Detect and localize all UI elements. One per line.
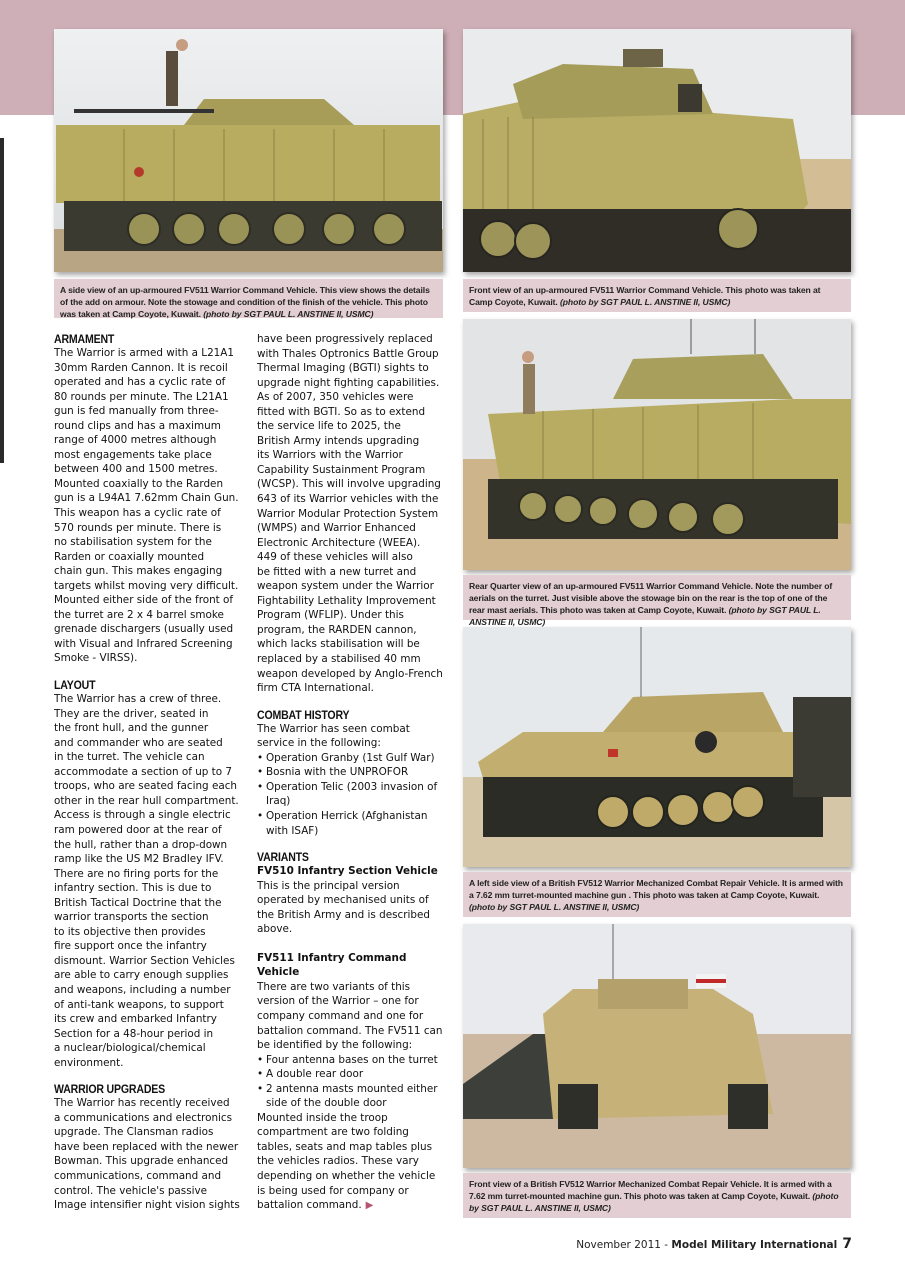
caption-credit: (photo by SGT PAUL L. ANSTINE II, USMC) bbox=[469, 902, 640, 912]
list-item: • Operation Granby (1st Gulf War) bbox=[257, 751, 452, 766]
list-item: • Operation Herrick (Afghanistan with ISAF) bbox=[257, 809, 452, 838]
caption-credit: (photo by SGT PAUL L. ANSTINE II, USMC) bbox=[469, 605, 821, 627]
spacer bbox=[257, 937, 452, 951]
page-number: 7 bbox=[842, 1236, 852, 1252]
paragraph-layout: The Warrior has a crew of three. They are the driver, seated in the front hull, and the gunner and commander who are seated in the turret. The vehicle can accommodate a section of up to 7 troops, who are seated facing each other in the rear hull compartment. Access is through a single electric ram powered door at the rear of the hull, rather than a drop-down ramp like the US M2 Bradley IFV. There are no firing ports for the infantry section. This is due to British Tactical Doctrine that the warrior transports the section to its objective then provides fire support once the infantry dismount. Warrior Section Vehicles are able to carry enough supplies and weapons, including a number of anti-tank weapons, to support its crew and embarked Infantry Section for a 48-hour period in a nuclear/biological/chemical environment. bbox=[54, 693, 239, 1069]
heading-armament: ARMAMENT bbox=[54, 332, 115, 346]
combat-history-list bbox=[257, 751, 452, 838]
caption-text: A side view of an up-armoured FV511 Warrior Command Vehicle. This view shows the details of the add on armour. Note the stowage and condition of the finish of the vehicle. This photo was taken at Camp Coyote, Kuwait. bbox=[60, 285, 430, 319]
photo-fv512-front-view bbox=[463, 924, 851, 1168]
paragraph-armament: The Warrior is armed with a L21A1 30mm Rarden Cannon. It is recoil operated and has a cyclic rate of 80 rounds per minute. The L21A1 gun is fed manually from three- round clips and has a maximum range of 4000 metres although most engagements take place between 400 and 1500 metres. Mounted coaxially to the Rarden gun is a L94A1 7.62mm Chain Gun. This weapon has a cyclic rate of 570 rounds per minute. There is no stabilisation system for the Rarden or coaxially mounted chain gun. This makes engaging targets whilst moving very difficult. Mounted either side of the front of the turret are 2 x 4 barrel smoke grenade dischargers (usually used with Visual and Infrared Screening Smoke - VIRSS). bbox=[54, 347, 239, 665]
page-edge-tab bbox=[0, 138, 4, 463]
paragraph-fv510: This is the principal version operated by mechanised units of the British Army and is described above. bbox=[257, 879, 430, 936]
heading-layout: LAYOUT bbox=[54, 678, 96, 693]
caption-credit: (photo by SGT PAUL L. ANSTINE II, USMC) bbox=[469, 1191, 839, 1213]
subheading-fv511: FV511 Infantry Command Vehicle bbox=[257, 951, 407, 979]
fv511-features-list bbox=[257, 1053, 452, 1111]
fv511-tail-text: Mounted inside the troop compartment are two folding tables, seats and map tables plus the vehicles radios. These vary depending on whether the vehicle is being used for company or battalion command. bbox=[257, 1111, 436, 1212]
paragraph-upgrades-continued: have been progressively replaced with Thales Optronics Battle Group Thermal Imaging (BGTI) sights to upgrade night fighting capabilities. As of 2007, 350 vehicles were fitted with BGTI. So as to extend the service life to 2025, the British Army intends upgrading its Warriors with the Warrior Capability Sustainment Program (WCSP). This will involve upgrading 643 of its Warrior vehicles with the Warrior Modular Protection System (WMPS) and Warrior Enhanced Electronic Architecture (WEEA). 449 of these vehicles will also be fitted with a new turret and weapon system under the Warrior Fightability Lethality Improvement Program (WFLIP). Under this program, the RARDEN cannon, which lacks stabilisation will be replaced by a stabilised 40 mm weapon developed by Anglo-French firm CTA International. bbox=[257, 333, 443, 695]
caption-photo-1 bbox=[54, 279, 443, 318]
photo-fv511-front-view bbox=[463, 29, 851, 272]
caption-photo-3 bbox=[463, 575, 851, 627]
footer-date: November 2011 - bbox=[576, 1239, 672, 1251]
list-item: • Bosnia with the UNPROFOR bbox=[257, 765, 452, 780]
paragraph-fv511: There are two variants of this version of the Warrior – one for company command and one for battalion command. The FV511 can be identified by the following: bbox=[257, 980, 443, 1052]
paragraph-upgrades: The Warrior has recently received a communications and electronics upgrade. The Clansman radios have been replaced with the newer Bowman. This upgrade enhanced communications, command and control. The vehicle's passive Image intensifier night vision sights bbox=[54, 1097, 240, 1212]
caption-photo-2 bbox=[463, 279, 851, 312]
photo-fv512-left-side bbox=[463, 627, 851, 867]
caption-credit: (photo by SGT PAUL L. ANSTINE II, USMC) bbox=[203, 309, 374, 319]
caption-text: Rear Quarter view of an up-armoured FV511 Warrior Command Vehicle. Note the number of aerials on the turret. Just visible above the stowage bin on the rear is the top of one of the rear mast aerials. This photo was taken at Camp Coyote, Kuwait. bbox=[469, 581, 833, 615]
caption-photo-4 bbox=[463, 872, 851, 917]
caption-text: Front view of a British FV512 Warrior Mechanized Combat Repair Vehicle. It is armed with a 7.62 mm turret-mounted machine gun. This photo was taken at Camp Coyote, Kuwait. bbox=[469, 1179, 832, 1201]
photo-fv511-side-view bbox=[54, 29, 443, 272]
caption-photo-5 bbox=[463, 1173, 851, 1218]
footer-magazine-title: Model Military International bbox=[671, 1239, 838, 1251]
heading-variants: VARIANTS bbox=[257, 850, 309, 865]
caption-credit: (photo by SGT PAUL L. ANSTINE II, USMC) bbox=[560, 297, 731, 307]
heading-warrior-upgrades: WARRIOR UPGRADES bbox=[54, 1082, 166, 1097]
page-footer bbox=[576, 1236, 852, 1252]
heading-combat-history: COMBAT HISTORY bbox=[257, 707, 350, 722]
photo-fv511-rear-quarter bbox=[463, 319, 851, 570]
list-item: • 2 antenna masts mounted either side of the double door bbox=[257, 1082, 452, 1111]
subheading-fv510: FV510 Infantry Section Vehicle bbox=[257, 865, 438, 878]
list-item: • A double rear door bbox=[257, 1067, 452, 1082]
continue-arrow-icon: ▶ bbox=[365, 1200, 374, 1212]
caption-text: A left side view of a British FV512 Warrior Mechanized Combat Repair Vehicle. It is armed with a 7.62 mm turret-mounted machine gun . This photo was taken at Camp Coyote, Kuwait. bbox=[469, 878, 843, 900]
text-column-middle bbox=[257, 332, 452, 1214]
caption-text: Front view of an up-armoured FV511 Warrior Command Vehicle. This photo was taken at Camp Coyote, Kuwait. bbox=[469, 285, 821, 307]
paragraph-combat-intro: The Warrior has seen combat service in the following: bbox=[257, 722, 410, 750]
list-item: • Operation Telic (2003 invasion of Iraq) bbox=[257, 780, 452, 809]
paragraph-fv511-tail bbox=[257, 1111, 452, 1214]
list-item: • Four antenna bases on the turret bbox=[257, 1053, 452, 1068]
text-column-left bbox=[54, 332, 249, 1213]
